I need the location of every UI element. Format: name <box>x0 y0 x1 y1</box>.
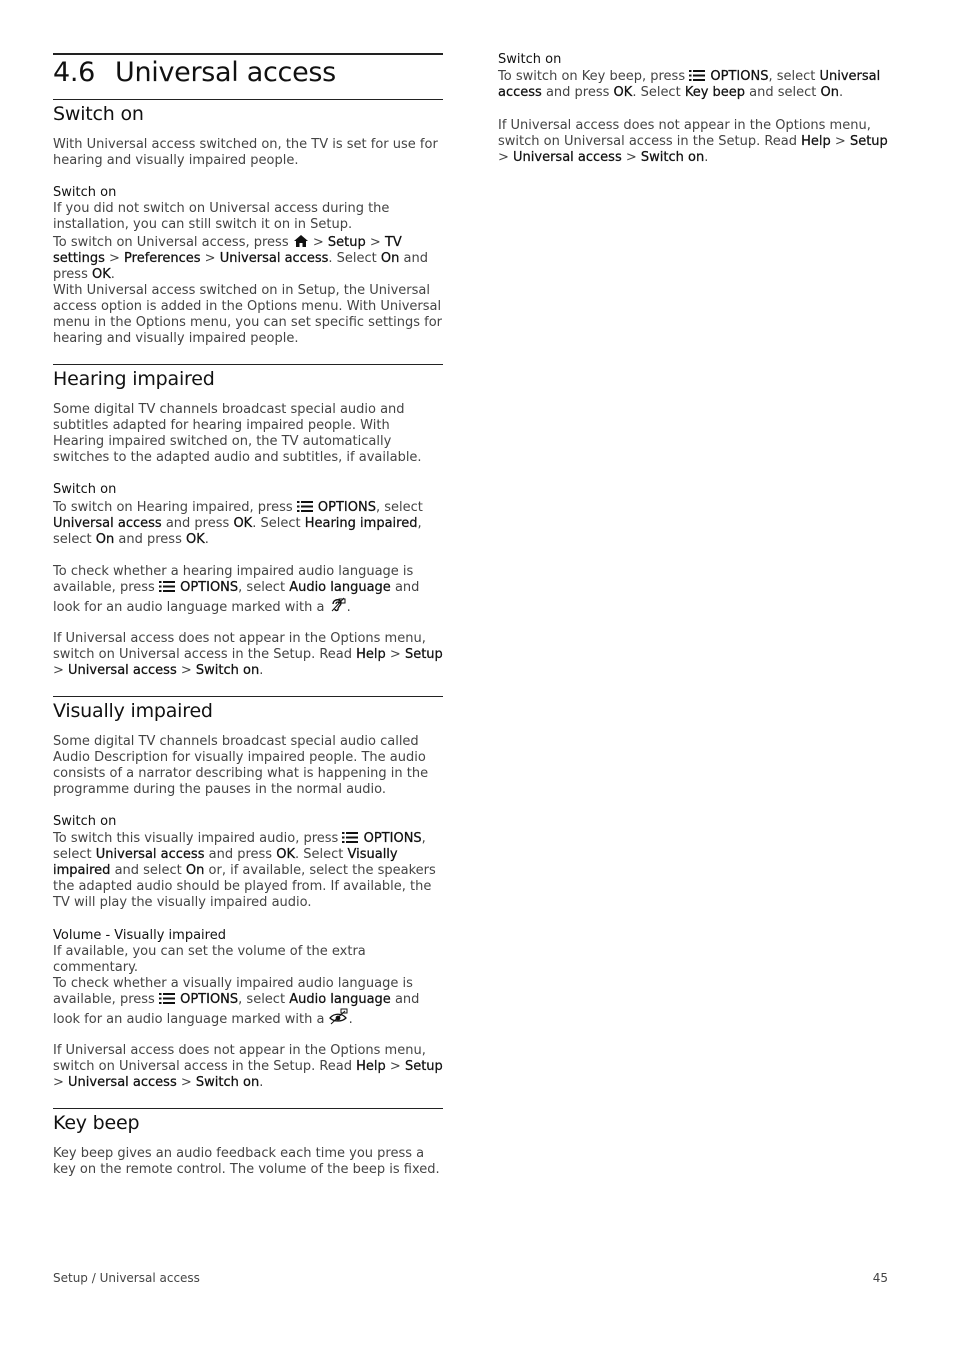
text: , <box>421 831 426 846</box>
text: > <box>108 251 120 266</box>
option-visually-impaired: Visually impaired <box>53 847 398 878</box>
paragraph-instructions <box>53 831 443 911</box>
option-on: On <box>185 863 205 878</box>
text: To switch on Hearing impaired, press <box>53 500 293 515</box>
paragraph: Key beep gives an audio feedback each time you press a key on the remote control. The volume of the beep is fixed. <box>53 1146 440 1177</box>
paragraph-help: If Universal access does not appear in the Options menu, switch on Universal access in the Setup. Read Help > Setup > Universal access > Switch on. <box>498 118 888 165</box>
text: > <box>369 235 381 250</box>
text: . Select <box>252 516 301 531</box>
text: > <box>312 235 324 250</box>
menu-path-preferences: Preferences <box>124 251 201 266</box>
chapter-heading <box>53 53 443 88</box>
options-list-icon <box>342 831 359 844</box>
text: select <box>53 847 92 862</box>
link-switch-on: Switch on <box>195 1075 260 1090</box>
chapter-title: Universal access <box>115 57 336 88</box>
text: and look for an audio language marked with a <box>53 580 420 615</box>
paragraph-check: To check whether a visually impaired audio language is available, press OPTIONS, select Audio language and look for an audio language marked with a . <box>53 976 420 1027</box>
link-universal-access: Universal access <box>68 1075 177 1090</box>
paragraph-help: If Universal access does not appear in the Options menu, switch on Universal access in the Setup. Read Help > Setup > Universal access > Switch on. <box>53 1043 443 1090</box>
menu-universal-access: Universal access <box>53 516 162 531</box>
key-ok: OK <box>92 267 111 282</box>
link-help: Help <box>356 647 386 662</box>
text: and press <box>53 251 428 282</box>
key-ok: OK <box>613 85 633 100</box>
link-help: Help <box>356 1059 386 1074</box>
key-options: OPTIONS <box>363 831 422 846</box>
text: . Select <box>294 847 344 862</box>
chapter-number: 4.6 <box>53 57 96 88</box>
menu-universal-access: Universal access <box>95 847 205 862</box>
paragraph-help: If Universal access does not appear in the Options menu, switch on Universal access in the Setup. Read Help > Setup > Universal access > Switch on. <box>53 631 443 678</box>
text: and select <box>114 863 182 878</box>
text: If Universal access does not appear in the Options menu, switch on Universal access in the Setup. Read <box>53 631 426 662</box>
section-hearing-impaired <box>53 364 443 684</box>
text: If Universal access does not appear in the Options menu, switch on Universal access in the Setup. Read <box>53 1043 426 1074</box>
link-switch-on: Switch on <box>640 150 705 165</box>
option-hearing-impaired: Hearing impaired <box>304 516 418 531</box>
text: , select <box>375 500 423 515</box>
key-ok: OK <box>233 516 253 531</box>
text: and look for an audio language marked with a <box>53 992 420 1027</box>
text: or, if available, select the speakers the adapted audio should be played from. If available, the TV will play the visually impaired audio. <box>53 863 436 910</box>
paragraph: With Universal access switched on in Setup, the Universal access option is added in the Options menu. With Universal menu in the Options menu, you can set specific settings for hearing and visually impaired people. <box>53 283 443 346</box>
menu-path-tv-settings: TV settings <box>53 235 402 266</box>
text: , select <box>53 516 422 547</box>
paragraph: Some digital TV channels broadcast special audio and subtitles adapted for hearing impaired people. With Hearing impaired switched on, the TV automatically switches to the adapted audio and subtitles, if available. <box>53 402 422 465</box>
menu-audio-language: Audio language <box>289 992 391 1007</box>
footer-breadcrumb: Setup / Universal access <box>53 1271 200 1285</box>
text: > <box>204 251 216 266</box>
text: and press <box>208 847 273 862</box>
text: and select <box>749 85 817 100</box>
menu-path-universal-access: Universal access <box>219 251 329 266</box>
menu-universal-access: Universal access <box>498 69 881 100</box>
paragraph: If available, you can set the volume of the extra commentary. <box>53 944 366 975</box>
key-options: OPTIONS <box>710 69 769 84</box>
section-heading: Visually impaired <box>53 696 443 724</box>
section-heading: Key beep <box>53 1108 443 1136</box>
option-on: On <box>95 532 115 547</box>
text: . Select <box>328 251 377 266</box>
options-list-icon <box>159 992 176 1005</box>
option-on: On <box>820 85 840 100</box>
link-universal-access: Universal access <box>513 150 622 165</box>
option-key-beep: Key beep <box>684 85 746 100</box>
subheading: Switch on <box>53 185 117 200</box>
paragraph-instructions: To switch on Key beep, press OPTIONS, select Universal access and press OK. Select Key beep and select On. <box>498 69 881 100</box>
section-key-beep <box>53 1108 443 1188</box>
subheading: Switch on <box>498 52 562 67</box>
link-setup: Setup <box>849 134 888 149</box>
subheading: Switch on <box>53 482 117 497</box>
key-options: OPTIONS <box>180 580 239 595</box>
menu-audio-language: Audio language <box>289 580 391 595</box>
paragraph: Some digital TV channels broadcast special audio called Audio Description for visually impaired people. The audio consists of a narrator describing what is happening in the programme during the pauses in the normal audio. <box>53 734 429 797</box>
text: , select <box>768 69 816 84</box>
options-list-icon <box>689 69 706 82</box>
key-options: OPTIONS <box>317 500 376 515</box>
page-number: 45 <box>872 1271 888 1285</box>
text: and press <box>165 516 230 531</box>
visually-impaired-icon <box>329 1008 349 1025</box>
link-switch-on: Switch on <box>195 663 260 678</box>
text: , select <box>238 580 286 595</box>
subheading: Volume - Visually impaired <box>53 928 226 943</box>
text: . Select <box>632 85 681 100</box>
subheading: Switch on <box>53 814 117 829</box>
text: To check whether a visually impaired audio language is available, press <box>53 976 413 1007</box>
paragraph-instructions: To switch on Hearing impaired, press OPTIONS, select Universal access and press OK. Select Hearing impaired, select On and press OK. <box>53 500 423 547</box>
link-help: Help <box>801 134 831 149</box>
link-universal-access: Universal access <box>68 663 177 678</box>
section-heading: Hearing impaired <box>53 364 443 392</box>
key-ok: OK <box>276 847 295 862</box>
option-on: On <box>380 251 400 266</box>
section-visually-impaired <box>53 696 443 1096</box>
link-setup: Setup <box>404 647 443 662</box>
text: To check whether a hearing impaired audio language is available, press <box>53 564 414 595</box>
section-heading: Switch on <box>53 99 443 127</box>
key-ok: OK <box>186 532 205 547</box>
menu-path-setup: Setup <box>327 235 366 250</box>
link-setup: Setup <box>404 1059 443 1074</box>
paragraph: If you did not switch on Universal access during the installation, you can still switch it on in Setup. <box>53 201 390 232</box>
text: To switch on Universal access, press <box>53 235 289 250</box>
paragraph: With Universal access switched on, the TV is set for use for hearing and visually impaired people. <box>53 137 438 168</box>
text: If Universal access does not appear in the Options menu, switch on Universal access in the Setup. Read <box>498 118 871 149</box>
hearing-impaired-icon <box>329 596 347 613</box>
home-icon <box>293 234 309 248</box>
paragraph-check: To check whether a hearing impaired audio language is available, press OPTIONS, select Audio language and look for an audio language marked with a . <box>53 564 420 615</box>
section-switch-on <box>53 99 443 359</box>
text: and press <box>118 532 182 547</box>
key-options: OPTIONS <box>180 992 239 1007</box>
text: To switch this visually impaired audio, press <box>53 831 339 846</box>
options-list-icon <box>159 580 176 593</box>
paragraph-instructions: To switch on Universal access, press > Setup > TV settings > Preferences > Universal access. Select On and press OK. <box>53 235 428 282</box>
text: select <box>246 992 286 1007</box>
text: To switch on Key beep, press <box>498 69 686 84</box>
options-list-icon <box>297 500 314 513</box>
text: and press <box>545 85 610 100</box>
